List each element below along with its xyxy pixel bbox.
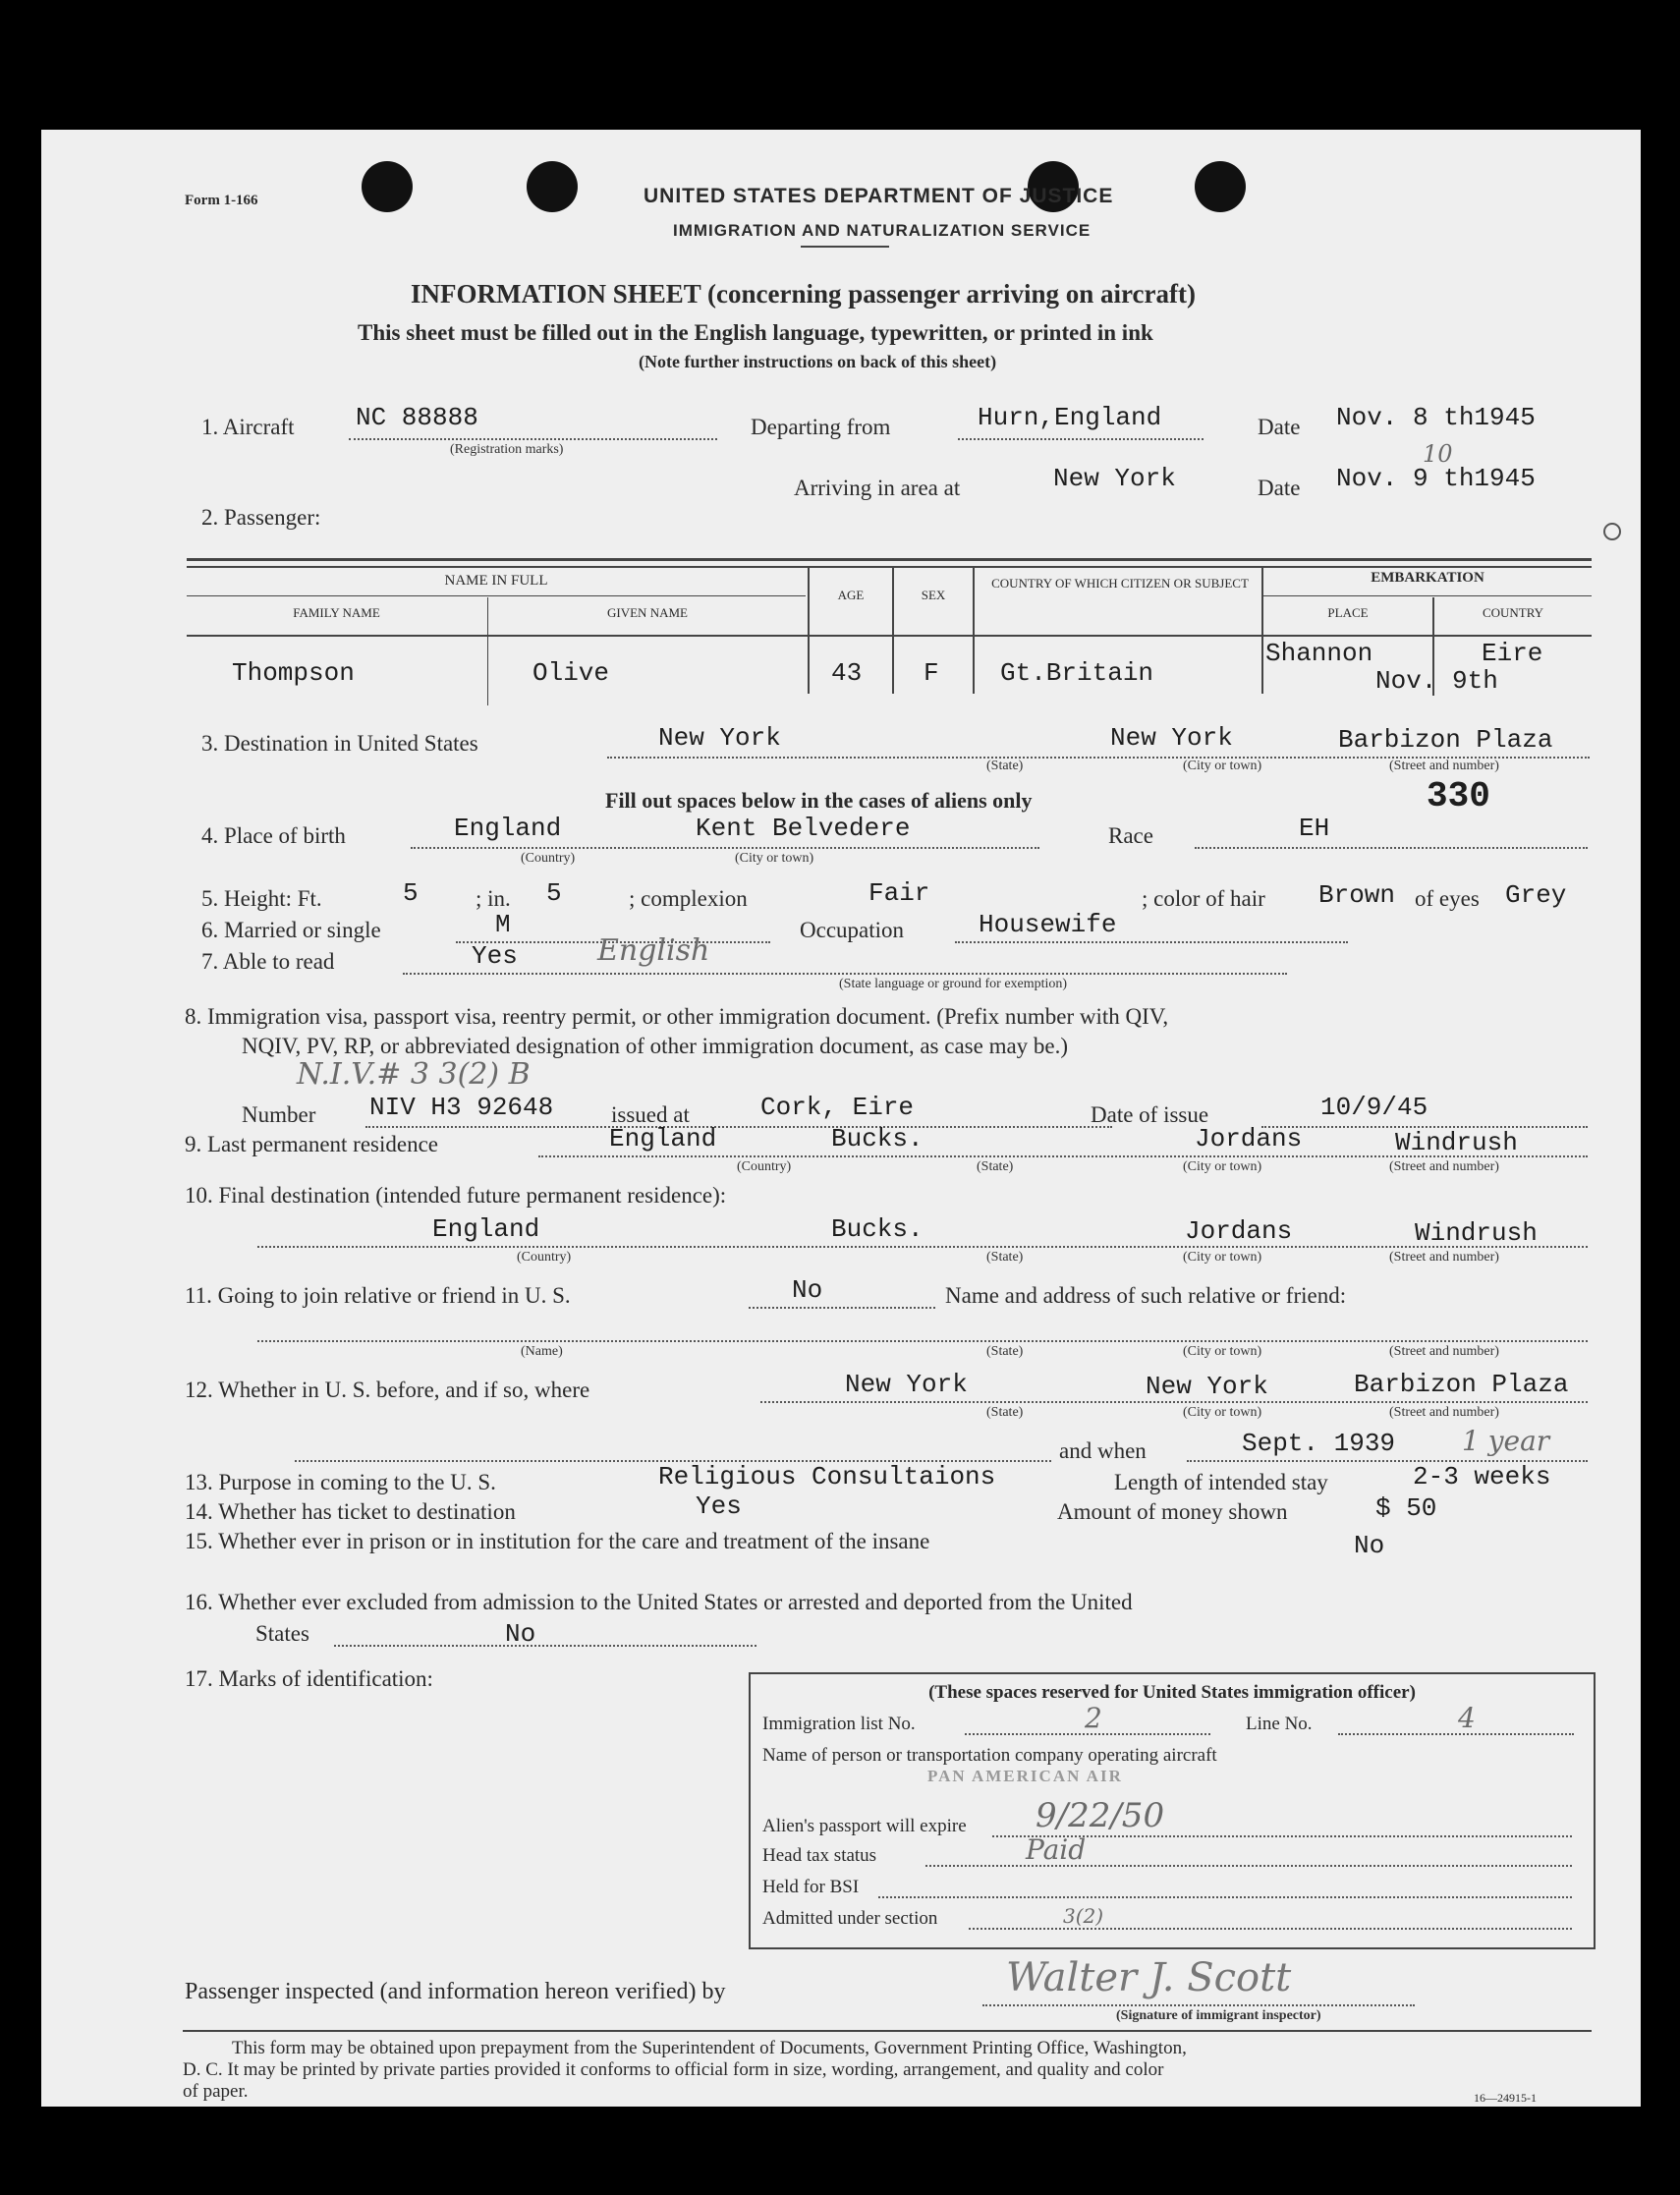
header-age: AGE	[837, 588, 865, 602]
inspected-label: Passenger inspected (and information hereon verified) by	[185, 1979, 726, 2004]
caption-state: (State)	[986, 1344, 1024, 1359]
read-hand: English	[597, 933, 710, 968]
before-when: Sept. 1939	[1242, 1429, 1396, 1458]
last-res-country: England	[609, 1124, 717, 1154]
note-330: 330	[1427, 776, 1490, 816]
destination-city: New York	[1110, 723, 1233, 753]
margin-circle	[1603, 523, 1621, 540]
complexion-value: Fair	[868, 878, 930, 908]
final-dest-label: 10. Final destination (intended future permanent residence):	[185, 1183, 727, 1208]
prison-value: No	[1354, 1531, 1385, 1560]
depart-date-label: Date	[1258, 415, 1301, 439]
head-tax-label: Head tax status	[762, 1845, 877, 1866]
punch-hole	[362, 161, 413, 212]
last-res-state: Bucks.	[831, 1124, 924, 1154]
caption-street: (Street and number)	[1389, 759, 1499, 773]
final-dest-street: Windrush	[1415, 1218, 1538, 1248]
department-name: UNITED STATES DEPARTMENT OF JUSTICE	[644, 185, 1114, 207]
signature-caption: (Signature of immigrant inspector)	[1116, 2008, 1321, 2023]
before-when-hand: 1 year	[1462, 1425, 1550, 1457]
immigration-list-value: 2	[1085, 1702, 1102, 1734]
caption-city: (City or town)	[1183, 1405, 1262, 1420]
passenger-age: 43	[831, 658, 863, 688]
inspector-signature: Walter J. Scott	[1006, 1955, 1292, 2000]
final-dest-city: Jordans	[1185, 1216, 1293, 1246]
visa-text-1: 8. Immigration visa, passport visa, reentry permit, or other immigration document. (Prefix number with QIV,	[185, 1004, 1169, 1029]
married-label: 6. Married or single	[201, 918, 381, 942]
caption-state: (State)	[986, 1250, 1024, 1265]
service-name: IMMIGRATION AND NATURALIZATION SERVICE	[673, 221, 1092, 240]
caption-country: (Country)	[517, 1250, 572, 1265]
join-value: No	[792, 1275, 823, 1305]
arriving-value: New York	[1053, 464, 1176, 493]
immigration-list-label: Immigration list No.	[762, 1714, 916, 1734]
aliens-note: Fill out spaces below in the cases of aliens only	[605, 788, 1033, 813]
passenger-label: 2. Passenger:	[201, 505, 321, 530]
company-label: Name of person or transportation company operating aircraft	[762, 1745, 1217, 1766]
eyes-label: of eyes	[1415, 886, 1480, 911]
header-emb-country: COUNTRY	[1482, 605, 1544, 620]
before-city: New York	[1146, 1372, 1268, 1401]
caption-street: (Street and number)	[1389, 1405, 1499, 1420]
height-in-label: ; in.	[476, 886, 511, 911]
header-rule	[801, 246, 889, 248]
read-label: 7. Able to read	[201, 949, 335, 974]
officer-box	[749, 1672, 1596, 1949]
form-subtitle: This sheet must be filled out in the English language, typewritten, or printed in ink	[358, 320, 1153, 345]
passport-expire-label: Alien's passport will expire	[762, 1816, 967, 1836]
ticket-label: 14. Whether has ticket to destination	[185, 1499, 516, 1524]
purpose-value: Religious Consultaions	[658, 1462, 996, 1491]
caption-country: (Country)	[737, 1159, 792, 1174]
header-embarkation: EMBARKATION	[1371, 570, 1484, 586]
read-caption: (State language or ground for exemption)	[839, 977, 1068, 991]
bsi-label: Held for BSI	[762, 1877, 860, 1897]
header-family-name: FAMILY NAME	[293, 605, 380, 620]
birth-country: England	[454, 814, 562, 843]
head-tax-value: Paid	[1026, 1833, 1087, 1866]
aircraft-label: 1. Aircraft	[201, 415, 295, 439]
officer-box-title: (These spaces reserved for United States immigration officer)	[928, 1682, 1416, 1703]
header-country: COUNTRY OF WHICH CITIZEN OR SUBJECT	[991, 576, 1249, 591]
header-name-in-full: NAME IN FULL	[444, 573, 548, 589]
passport-expire-value: 9/22/50	[1036, 1796, 1165, 1835]
caption-state: (State)	[986, 1405, 1024, 1420]
caption-city: (City or town)	[1183, 1344, 1262, 1359]
read-value: Yes	[472, 941, 518, 971]
aircraft-caption: (Registration marks)	[450, 442, 564, 457]
visa-date: 10/9/45	[1320, 1093, 1428, 1122]
visa-number-label: Number	[242, 1102, 316, 1127]
married-value: M	[495, 910, 511, 939]
caption-name: (Name)	[521, 1344, 563, 1359]
prison-label: 15. Whether ever in prison or in institution for the care and treatment of the insane	[185, 1529, 930, 1553]
visa-issued-label: issued at	[611, 1102, 690, 1127]
before-label: 12. Whether in U. S. before, and if so, where	[185, 1378, 590, 1402]
birth-label: 4. Place of birth	[201, 823, 346, 848]
caption-country: (Country)	[521, 851, 576, 866]
join-label: 11. Going to join relative or friend in U. S.	[185, 1283, 571, 1308]
form-number: Form 1-166	[185, 193, 258, 208]
arrive-date: Nov. 9 th1945	[1336, 464, 1536, 493]
header-sex: SEX	[921, 588, 946, 602]
line-no-value: 4	[1458, 1702, 1476, 1734]
occupation-value: Housewife	[979, 910, 1117, 939]
depart-date: Nov. 8 th1945	[1336, 403, 1536, 432]
final-dest-state: Bucks.	[831, 1214, 924, 1244]
caption-street: (Street and number)	[1389, 1250, 1499, 1265]
caption-city: (City or town)	[1183, 759, 1262, 773]
excluded-text-2: States	[255, 1621, 309, 1646]
arrive-date-correction: 10	[1423, 440, 1453, 468]
passenger-sex: F	[924, 658, 939, 688]
caption-street: (Street and number)	[1389, 1159, 1499, 1174]
passenger-citizen: Gt.Britain	[1000, 658, 1154, 688]
departing-label: Departing from	[751, 415, 891, 439]
punch-hole	[527, 161, 578, 212]
last-res-label: 9. Last permanent residence	[185, 1132, 438, 1156]
hair-value: Brown	[1318, 880, 1396, 910]
destination-state: New York	[658, 723, 781, 753]
height-in: 5	[546, 878, 562, 908]
arriving-label: Arriving in area at	[794, 476, 961, 500]
ticket-value: Yes	[696, 1491, 742, 1521]
birth-city: Kent Belvedere	[696, 814, 911, 843]
footer-text-3: of paper.	[183, 2081, 249, 2102]
departing-value: Hurn,England	[978, 403, 1162, 432]
final-dest-country: England	[432, 1214, 540, 1244]
hair-label: ; color of hair	[1142, 886, 1265, 911]
header-given-name: GIVEN NAME	[607, 605, 688, 620]
race-value: EH	[1299, 814, 1330, 843]
last-res-street: Windrush	[1395, 1128, 1518, 1157]
passenger-given: Olive	[532, 658, 610, 688]
stay-value: 2-3 weeks	[1413, 1462, 1551, 1491]
caption-city: (City or town)	[735, 851, 814, 866]
caption-street: (Street and number)	[1389, 1344, 1499, 1359]
caption-city: (City or town)	[1183, 1250, 1262, 1265]
section-value: 3(2)	[1063, 1904, 1104, 1928]
purpose-label: 13. Purpose in coming to the U. S.	[185, 1470, 496, 1494]
passenger-family: Thompson	[232, 658, 355, 688]
height-ft: 5	[403, 878, 419, 908]
visa-text-2: NQIV, PV, RP, or abbreviated designation of other immigration document, as case may be.)	[242, 1034, 1069, 1058]
footer-text-1: This form may be obtained upon prepayment from the Superintendent of Documents, Government Printing Office, Washington,	[232, 2038, 1187, 2058]
caption-state: (State)	[986, 759, 1024, 773]
arrive-date-label: Date	[1258, 476, 1301, 500]
line-no-label: Line No.	[1246, 1714, 1313, 1734]
race-label: Race	[1108, 823, 1153, 848]
caption-state: (State)	[977, 1159, 1014, 1174]
excluded-text-1: 16. Whether ever excluded from admission to the United States or arrested and deported from the United	[185, 1590, 1133, 1614]
visa-date-label: Date of issue	[1091, 1102, 1209, 1127]
footer-text-2: D. C. It may be printed by private parties provided it conforms to official form in size, wording, arrangement, and quality and color	[183, 2059, 1164, 2080]
occupation-label: Occupation	[800, 918, 905, 942]
form-note: (Note further instructions on back of this sheet)	[639, 352, 997, 371]
company-value: PAN AMERICAN AIR	[927, 1767, 1123, 1785]
last-res-city: Jordans	[1195, 1124, 1303, 1154]
header-place: PLACE	[1327, 605, 1369, 620]
passenger-emb-country: Eire	[1482, 639, 1543, 668]
money-label: Amount of money shown	[1057, 1499, 1288, 1524]
complexion-label: ; complexion	[629, 886, 748, 911]
join-addr-label: Name and address of such relative or friend:	[945, 1283, 1347, 1308]
height-label: 5. Height: Ft.	[201, 886, 322, 911]
caption-city: (City or town)	[1183, 1159, 1262, 1174]
footer-code: 16—24915-1	[1474, 2091, 1537, 2105]
money-value: $ 50	[1375, 1493, 1437, 1523]
stay-label: Length of intended stay	[1114, 1470, 1328, 1494]
punch-hole	[1195, 161, 1246, 212]
destination-street: Barbizon Plaza	[1338, 725, 1553, 755]
marks-label: 17. Marks of identification:	[185, 1666, 433, 1691]
visa-hand: N.I.V.# 3 3(2) B	[297, 1057, 531, 1092]
passenger-emb-place: Shannon	[1265, 639, 1373, 668]
passenger-emb-date: Nov. 9th	[1375, 666, 1498, 696]
before-state: New York	[845, 1370, 968, 1399]
form-title: INFORMATION SHEET (concerning passenger arriving on aircraft)	[411, 279, 1196, 309]
destination-label: 3. Destination in United States	[201, 731, 478, 756]
eyes-value: Grey	[1505, 880, 1567, 910]
visa-number: NIV H3 92648	[369, 1093, 554, 1122]
excluded-value: No	[505, 1619, 536, 1649]
section-label: Admitted under section	[762, 1908, 938, 1929]
before-when-label: and when	[1059, 1438, 1147, 1463]
aircraft-value: NC 88888	[356, 403, 478, 432]
visa-issued: Cork, Eire	[760, 1093, 915, 1122]
before-street: Barbizon Plaza	[1354, 1370, 1569, 1399]
